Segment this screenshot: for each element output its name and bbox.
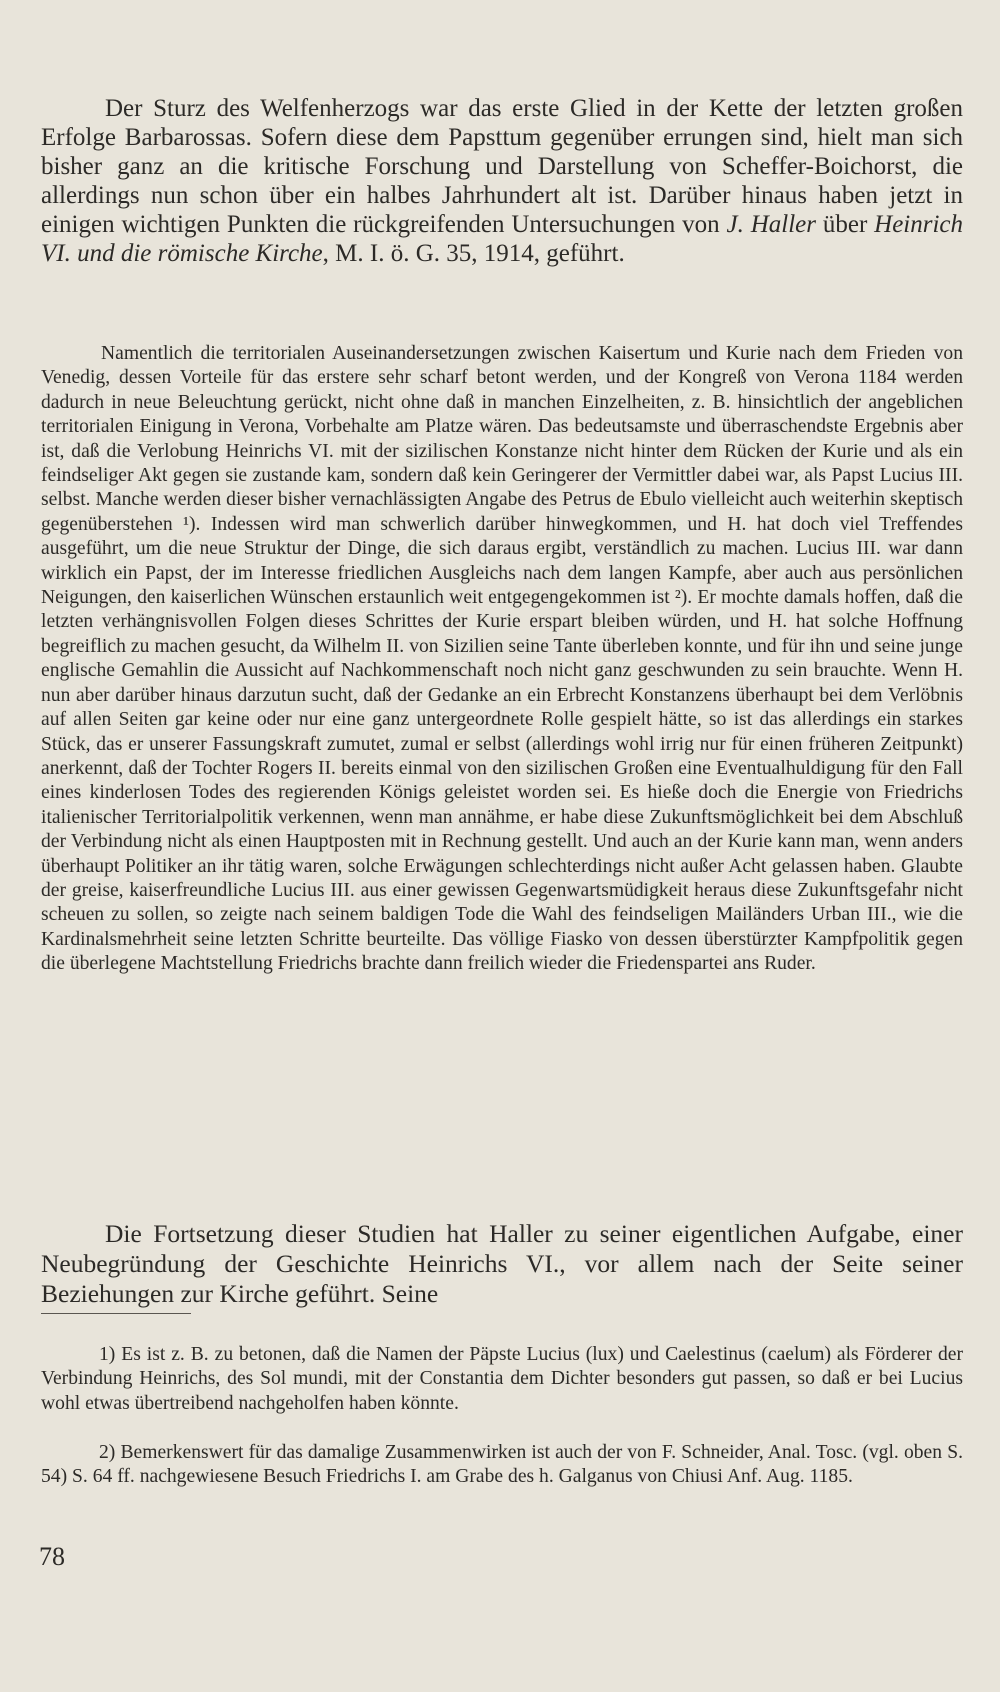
footnote-divider <box>41 1313 191 1314</box>
footnote-1: 1) Es ist z. B. zu betonen, daß die Namen der Päpste Lucius (lux) und Caelestinus (caelum) als Förderer der Verbindung Heinrichs, des Sol mundi, mit der Constantia dem Dichter besonders gut passen, so daß er bei Lucius wohl etwas übertreibend nachgeholfen haben könnte. <box>41 1344 963 1414</box>
continuation-paragraph: Die Fortsetzung dieser Studien hat Haller zu seiner eigentlichen Aufgabe, einer Neubegründung der Geschichte Heinrichs VI., vor allem nach der Seite seiner Beziehungen zur Kirche geführt. Seine <box>41 1219 963 1308</box>
intro-citation-end: , M. I. ö. G. 35, 1914, geführt. <box>322 240 625 267</box>
footnote-2: 2) Bemerkenswert für das damalige Zusammenwirken ist auch der von F. Schneider, Anal. Tosc. (vgl. oben S. 54) S. 64 ff. nachgewiesene Besuch Friedrichs I. am Grabe des h. Galganus von Chiusi Anf. Aug. 1185. <box>41 1442 963 1488</box>
cited-work-title: Heinrich VI. und die römische Kirche <box>41 211 964 267</box>
detail-paragraph: Namentlich die territorialen Auseinandersetzungen zwischen Kaisertum und Kurie nach dem Frieden von Venedig, dessen Vorteile für das erstere sehr scharf betont werden, und der Kongreß von Verona 1184 werden dadurch in neue Beleuchtung gerückt, nicht ohne daß in manchen Einzelheiten, z. B. hinsichtlich der angeblichen territorialen Einigung in Verona, Vorbehalte am Platze wären. Das bedeutsamste und überraschendste Ergebnis aber ist, daß die Verlobung Heinrichs VI. mit der sizilischen Konstanze nicht hinter dem Rücken der Kurie und als ein feindseliger Akt gegen sie zustande kam, sondern daß kein Geringerer der Vermittler dabei war, als Papst Lucius III. selbst. Manche werden dieser bisher vernachlässigten Angabe des Petrus de Ebulo vielleicht auch weiterhin skeptisch gegenüberstehen ¹). Indessen wird man schwerlich darüber hinwegkommen, und H. hat doch viel Treffendes ausgeführt, um die neue Struktur der Dinge, die sich daraus ergibt, verständlich zu machen. Lucius III. war dann wirklich ein Papst, der im Interesse friedlichen Ausgleichs nach dem langen Kampfe, aber auch aus persönlichen Neigungen, den kaiserlichen Wünschen erstaunlich weit entgegengekommen ist ²). Er mochte damals hoffen, daß die letzten verhängnisvollen Folgen dieses Schrittes der Kurie erspart bleiben würden, und H. hat solche Hoffnung begreiflich zu machen gesucht, da Wilhelm II. von Sizilien seine Tante überleben konnte, und für ihn und seine junge englische Gemahlin die Aussicht auf Nachkommenschaft noch nicht ganz geschwunden zu sein brauchte. Wenn H. nun aber darüber hinaus darzutun sucht, daß der Gedanke an ein Erbrecht Konstanzens überhaupt bei dem Verlöbnis auf allen Seiten gar keine oder nur eine ganz untergeordnete Rolle gespielt hätte, so ist das allerdings ein starkes Stück, das er unserer Fassungskraft zumutet, zumal er selbst (allerdings wohl irrig nur für einen früheren Zeitpunkt) anerkennt, daß der Tochter Rogers II. bereits einmal von den sizilischen Großen eine Eventualhuldigung für den Fall eines kinderlosen Todes des regierenden Königs geleistet worden sei. Es hieße doch die Energie von Friedrichs italienischer Territorialpolitik verkennen, wenn man annähme, er habe diese Zukunftsmöglichkeit bei dem Abschluß der Verbindung nicht als einen Hauptposten mit in Rechnung gestellt. Und auch an der Kurie kann man, wenn anders überhaupt Politiker an ihr tätig waren, solche Erwägungen schlechterdings nicht außer Acht gelassen haben. Glaubte der greise, kaiserfreundliche Lucius III. aus einer gewissen Gegenwartsmüdigkeit heraus diese Zukunftsgefahr nicht scheuen zu sollen, so zeigte nach seinem baldigen Tode die Wahl des feindseligen Mailänders Urban III., wie die Kardinalsmehrheit seine letzten Schritte beurteilte. Das völlige Fiasko von dessen überstürzter Kampfpolitik gegen die überlegene Machtstellung Friedrichs brachte dann freilich wieder die Friedenspartei ans Ruder. <box>41 343 963 975</box>
intro-connector: über <box>815 211 875 238</box>
intro-paragraph <box>41 94 963 268</box>
page-number: 78 <box>39 1542 65 1571</box>
intro-text: Der Sturz des Welfenherzogs war das erste Glied in der Kette der letzten großen Erfolge Barbarossas. Sofern diese dem Papsttum gegenüber errungen sind, hielt man sich bisher ganz an die kritische Forschung und Darstellung von Scheffer-Boichorst, die allerdings nun schon über ein halbes Jahrhundert alt ist. Darüber hinaus haben jetzt in einigen wichtigen Punkten die rückgreifenden Untersuchungen von <box>41 95 963 238</box>
author-name: J. Haller <box>726 211 816 238</box>
